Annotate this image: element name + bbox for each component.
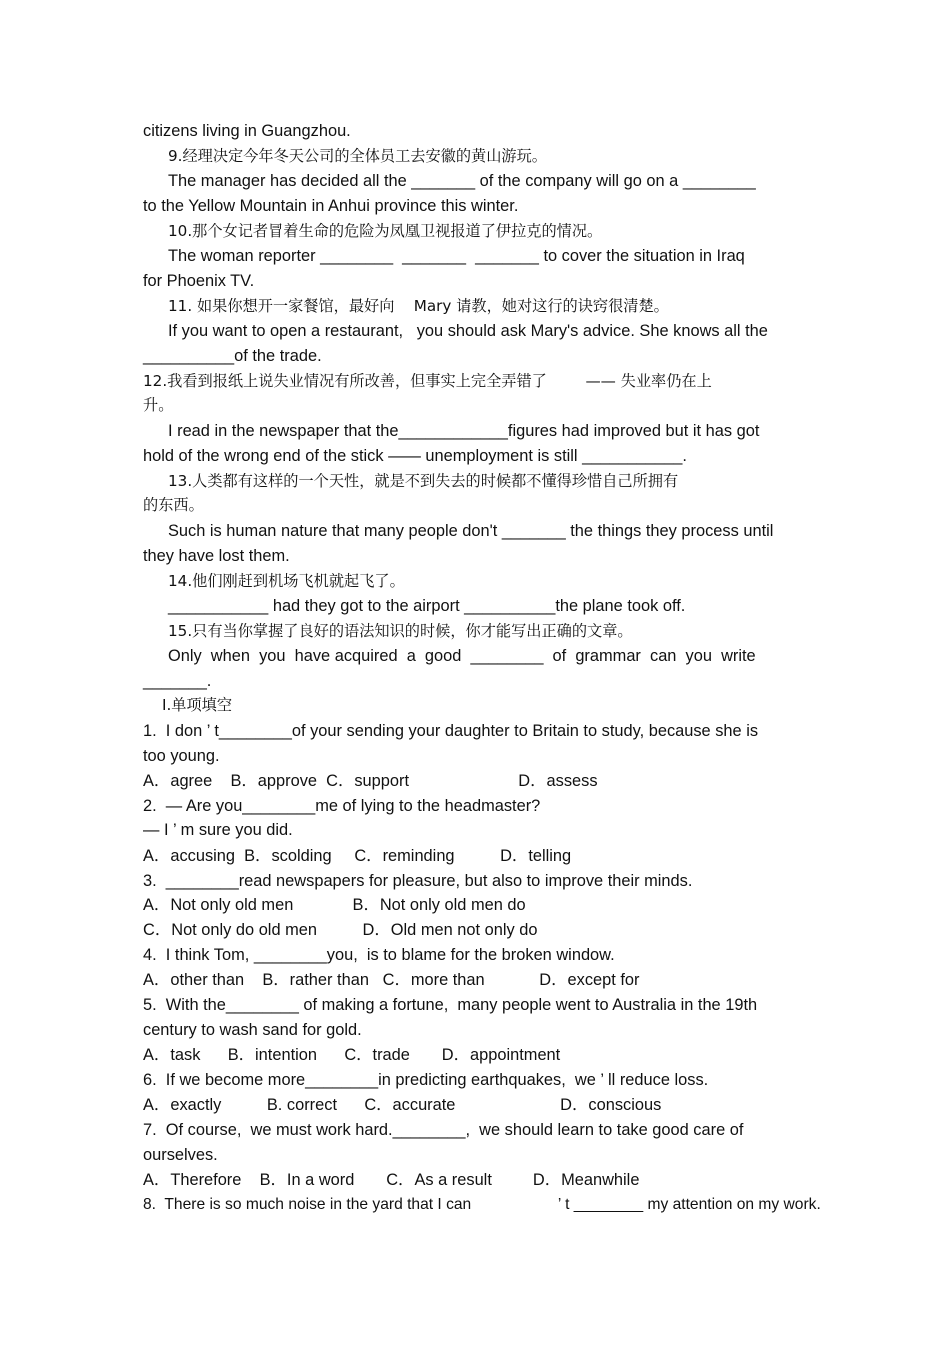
text-line: to the Yellow Mountain in Anhui province this winter. [143, 197, 519, 215]
text-line: _______. [143, 672, 212, 690]
chinese-prompt-15: 15.只有当你掌握了良好的语法知识的时候，你才能写出正确的文章。 [168, 622, 633, 640]
options-1: A．agree B．approve C．support D．assess [143, 772, 598, 790]
chinese-prompt-13: 13.人类都有这样的一个天性，就是不到失去的时候都不懂得珍惜自己所拥有 [168, 472, 679, 490]
question-4: 4. I think Tom, ________you, is to blame for the broken window. [143, 946, 615, 964]
question-6: 6. If we become more________in predicting earthquakes, we ’ ll reduce loss. [143, 1071, 709, 1089]
text-line: citizens living in Guangzhou. [143, 122, 351, 140]
options-5: A．task B．intention C．trade D．appointment [143, 1046, 561, 1064]
question-2: 2. — Are you________me of lying to the headmaster? [143, 797, 541, 815]
text-line: Only when you have acquired a good ________ of grammar can you write [168, 647, 756, 665]
question-3: 3. ________read newspapers for pleasure, but also to improve their minds. [143, 872, 693, 890]
text-line: too young. [143, 747, 220, 765]
question-7: 7. Of course, we must work hard.________, we should learn to take good care of [143, 1121, 744, 1139]
text-line: ourselves. [143, 1146, 218, 1164]
text-line: hold of the wrong end of the stick —— unemployment is still ___________. [143, 447, 687, 465]
options-6: A．exactly B. correct C．accurate D．conscious [143, 1096, 662, 1114]
text-line: The woman reporter ________ _______ _______ to cover the situation in Iraq [168, 247, 745, 265]
chinese-prompt-13-cont: 的东西。 [143, 496, 204, 514]
question-1: 1. I don ’ t________of your sending your daughter to Britain to study, because she is [143, 722, 759, 740]
text-line: century to wash sand for gold. [143, 1021, 362, 1039]
text-line: The manager has decided all the _______ of the company will go on a ________ [168, 172, 756, 190]
options-3b: C．Not only do old men D．Old men not only do [143, 921, 538, 939]
text-line: ___________ had they got to the airport __________the plane took off. [168, 597, 686, 615]
options-7: A．Therefore B．In a word C．As a result D．Meanwhile [143, 1171, 640, 1189]
text-line: they have lost them. [143, 547, 290, 565]
chinese-prompt-14: 14.他们刚赶到机场飞机就起飞了。 [168, 572, 405, 590]
question-5: 5. With the________ of making a fortune, many people went to Australia in the 19th [143, 996, 758, 1014]
chinese-prompt-11: 11. 如果你想开一家餐馆，最好向 Mary 请教，她对这行的诀窍很清楚。 [168, 297, 669, 315]
question-8: 8. There is so much noise in the yard that I can ’ t ________ my attention on my work. [143, 1196, 821, 1213]
text-line: If you want to open a restaurant, you should ask Mary's advice. She knows all the [168, 322, 768, 340]
options-3a: A．Not only old men B．Not only old men do [143, 896, 526, 914]
options-4: A．other than B．rather than C．more than D．except for [143, 971, 640, 989]
text-line: I read in the newspaper that the____________figures had improved but it has got [168, 422, 760, 440]
text-line: — I ’ m sure you did. [143, 821, 293, 839]
chinese-prompt-9: 9.经理决定今年冬天公司的全体员工去安徽的黄山游玩。 [168, 147, 547, 165]
options-2: A．accusing B．scolding C．reminding D．telling [143, 847, 572, 865]
text-line: Such is human nature that many people don't _______ the things they process until [168, 522, 774, 540]
chinese-prompt-12-cont: 升。 [143, 396, 174, 414]
chinese-prompt-10: 10.那个女记者冒着生命的危险为凤凰卫视报道了伊拉克的情况。 [168, 222, 603, 240]
chinese-prompt-12: 12.我看到报纸上说失业情况有所改善，但事实上完全弄错了 —— 失业率仍在上 [143, 372, 712, 390]
section-heading: Ⅰ.单项填空 [162, 696, 233, 714]
text-line: __________of the trade. [143, 347, 322, 365]
text-line: for Phoenix TV. [143, 272, 255, 290]
